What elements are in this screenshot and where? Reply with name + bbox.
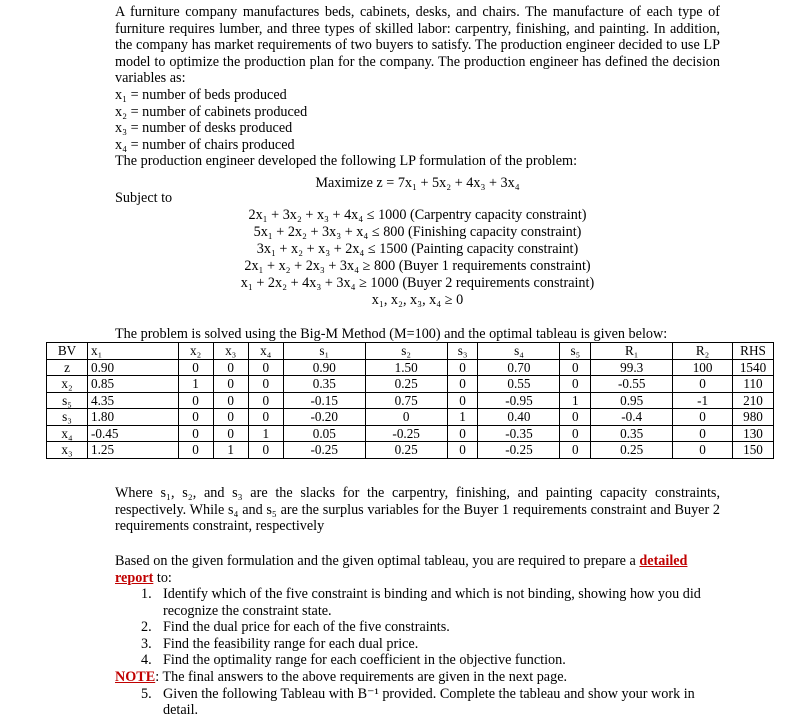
table-cell: 0 xyxy=(213,359,248,376)
table-cell: 0 xyxy=(673,442,733,459)
table-cell: -0.25 xyxy=(283,442,365,459)
list-item-text: Find the optimality range for each coefficient in the objective function. xyxy=(163,652,566,669)
table-row xyxy=(47,359,774,376)
list-item-text: Find the dual price for each of the five constraints. xyxy=(163,619,450,636)
constraints-list xyxy=(115,207,720,309)
objective-function: Maximize z = 7x₁ + 5x₂ + 4x₃ + 3x₄ xyxy=(315,175,520,191)
table-cell: s₅ xyxy=(560,343,591,360)
table-cell: -0.55 xyxy=(591,376,673,393)
table-cell: 0 xyxy=(365,409,447,426)
table-cell: 0 xyxy=(447,392,478,409)
table-cell: 0 xyxy=(178,425,213,442)
task-intro-after: to: xyxy=(156,569,172,586)
table-cell: 0 xyxy=(673,376,733,393)
table-cell: 1540 xyxy=(733,359,774,376)
table-cell: 1 xyxy=(447,409,478,426)
table-cell: 210 xyxy=(733,392,774,409)
table-cell: 150 xyxy=(733,442,774,459)
table-intro: The problem is solved using the Big-M Method (M=100) and the optimal tableau is given below: xyxy=(115,326,668,342)
list-item-text: Identify which of the five constraint is binding and which is not binding, showing how you did recognize the constraint state. xyxy=(163,586,701,619)
table-cell: s₃ xyxy=(447,343,478,360)
constraint: x₁ + 2x₂ + 4x₃ + 3x₄ ≥ 1000 (Buyer 2 requirements constraint) xyxy=(240,275,595,291)
table-cell: 1.80 xyxy=(88,409,179,426)
table-row xyxy=(47,376,774,393)
table-cell: 0.85 xyxy=(88,376,179,393)
table-cell: -0.95 xyxy=(478,392,560,409)
table-cell: 0.90 xyxy=(283,359,365,376)
table-cell: 0.05 xyxy=(283,425,365,442)
table-cell: 0.35 xyxy=(591,425,673,442)
table-cell: 100 xyxy=(673,359,733,376)
variable-def: x₂ = number of cabinets produced xyxy=(115,103,308,120)
table-row xyxy=(47,409,774,426)
table-cell: 0 xyxy=(447,359,478,376)
variable-definitions xyxy=(115,87,720,170)
table-cell: -0.20 xyxy=(283,409,365,426)
table-cell: RHS xyxy=(733,343,774,360)
list-item xyxy=(115,586,725,619)
table-cell: 0 xyxy=(213,425,248,442)
formulation-intro: The production engineer developed the following LP formulation of the problem: xyxy=(115,153,578,170)
table-cell: 0.90 xyxy=(88,359,179,376)
task-list xyxy=(115,586,725,719)
table-cell: 0 xyxy=(248,392,283,409)
table-cell: 1 xyxy=(248,425,283,442)
list-item xyxy=(115,652,725,669)
table-cell: 0.35 xyxy=(283,376,365,393)
table-cell: 1.25 xyxy=(88,442,179,459)
note-line xyxy=(115,669,725,686)
list-item-number: 3. xyxy=(141,635,152,652)
table-cell: 0 xyxy=(178,392,213,409)
table-cell: 0 xyxy=(178,442,213,459)
list-item-number: 1. xyxy=(141,586,152,602)
task-intro xyxy=(115,553,720,586)
table-cell: -0.25 xyxy=(478,442,560,459)
table-cell: 1.50 xyxy=(365,359,447,376)
table-cell: -0.15 xyxy=(283,392,365,409)
table-cell: R₂ xyxy=(673,343,733,360)
list-item-number: 4. xyxy=(141,652,152,669)
list-item-number: 5. xyxy=(141,685,152,702)
constraint: 2x₁ + x₂ + 2x₃ + 3x₄ ≥ 800 (Buyer 1 requirements constraint) xyxy=(244,258,591,274)
table-cell: 0 xyxy=(178,409,213,426)
basic-variable-cell: s₅ xyxy=(47,392,88,409)
table-cell: R₁ xyxy=(591,343,673,360)
variable-def: x₄ = number of chairs produced xyxy=(115,136,295,153)
table-cell: 1 xyxy=(213,442,248,459)
constraint: 5x₁ + 2x₂ + 3x₃ + x₄ ≤ 800 (Finishing capacity constraint) xyxy=(253,224,582,240)
table-cell: 0 xyxy=(248,409,283,426)
table-cell: 0 xyxy=(447,376,478,393)
table-cell: 0 xyxy=(248,442,283,459)
task-intro-text: Based on the given formulation and the given optimal tableau, you are required to prepare a xyxy=(115,553,636,569)
table-cell: x₂ xyxy=(178,343,213,360)
table-cell: 0 xyxy=(447,442,478,459)
table-cell: -1 xyxy=(673,392,733,409)
table-cell: x₄ xyxy=(248,343,283,360)
table-cell: 0.25 xyxy=(591,442,673,459)
table-cell: -0.4 xyxy=(591,409,673,426)
constraint: x₁, x₂, x₃, x₄ ≥ 0 xyxy=(371,292,464,308)
table-cell: s₂ xyxy=(365,343,447,360)
table-cell: 0 xyxy=(673,425,733,442)
variable-def: x₃ = number of desks produced xyxy=(115,120,293,137)
table-cell: 0 xyxy=(213,392,248,409)
table-cell: s₁ xyxy=(283,343,365,360)
table-cell: 0.55 xyxy=(478,376,560,393)
table-cell: 0.40 xyxy=(478,409,560,426)
basic-variable-cell: z xyxy=(47,359,88,376)
basic-variable-cell: BV xyxy=(47,343,88,360)
table-row xyxy=(47,425,774,442)
table-row xyxy=(47,442,774,459)
constraint: 3x₁ + x₂ + x₃ + 2x₄ ≤ 1500 (Painting capacity constraint) xyxy=(256,241,579,257)
list-item-number: 2. xyxy=(141,619,152,636)
table-cell: 0.95 xyxy=(591,392,673,409)
table-cell: 0 xyxy=(673,409,733,426)
variable-def: x₁ = number of beds produced xyxy=(115,87,287,103)
table-cell: 99.3 xyxy=(591,359,673,376)
table-cell: 0.70 xyxy=(478,359,560,376)
table-row xyxy=(47,392,774,409)
table-cell: 0 xyxy=(560,425,591,442)
table-cell: 0 xyxy=(213,376,248,393)
table-cell: x₁ xyxy=(88,343,179,360)
list-item-text: Find the feasibility range for each dual price. xyxy=(163,635,419,652)
table-cell: 0 xyxy=(560,359,591,376)
table-cell: 1 xyxy=(560,392,591,409)
list-item xyxy=(115,636,725,653)
basic-variable-cell: x₄ xyxy=(47,425,88,442)
subject-to-label: Subject to xyxy=(115,190,173,206)
basic-variable-cell: s₃ xyxy=(47,409,88,426)
list-item xyxy=(115,686,725,719)
table-cell: -0.25 xyxy=(365,425,447,442)
table-cell: 110 xyxy=(733,376,774,393)
table-cell: x₃ xyxy=(213,343,248,360)
table-cell: 1 xyxy=(178,376,213,393)
table-cell: 130 xyxy=(733,425,774,442)
detailed-report-highlight: detailed report xyxy=(115,553,688,586)
table-cell: 0 xyxy=(447,425,478,442)
table-cell: 0 xyxy=(560,409,591,426)
table-cell: 0 xyxy=(213,409,248,426)
basic-variable-cell: x₂ xyxy=(47,376,88,393)
table-header-row xyxy=(47,343,774,360)
constraint: 2x₁ + 3x₂ + x₃ + 4x₄ ≤ 1000 (Carpentry capacity constraint) xyxy=(248,207,587,223)
table-cell: 980 xyxy=(733,409,774,426)
table-cell: 0 xyxy=(248,376,283,393)
intro-paragraph: A furniture company manufactures beds, cabinets, desks, and chairs. The manufacture of each type of furniture requires lumber, and three types of skilled labor: carpentry, finishing, and painting. In addition, the company has market requirements of two buyers to satisfy. The production engineer decided to use LP model to optimize the production plan for the company. The production engineer has defined the decision variables as: xyxy=(115,4,720,87)
table-cell: 0.25 xyxy=(365,376,447,393)
table-cell: 0 xyxy=(560,442,591,459)
optimal-tableau xyxy=(46,342,774,459)
table-cell: 0 xyxy=(178,359,213,376)
table-cell: s₄ xyxy=(478,343,560,360)
table-cell: 0 xyxy=(560,376,591,393)
note-label: NOTE xyxy=(115,668,156,685)
table-cell: 0.75 xyxy=(365,392,447,409)
table-cell: -0.45 xyxy=(88,425,179,442)
list-item-text: Given the following Tableau with B⁻¹ provided. Complete the tableau and show your work in detail. xyxy=(163,685,695,719)
table-cell: 0.25 xyxy=(365,442,447,459)
note-text: : The final answers to the above requirements are given in the next page. xyxy=(155,668,568,685)
list-item xyxy=(115,619,725,636)
slack-note: Where s₁, s₂, and s₃ are the slacks for the carpentry, finishing, and painting capacity constraints, respectively. While s₄ and s₅ are the surplus variables for the Buyer 1 requirements constraint and Buyer 2 requirements constraint, respectively xyxy=(115,485,720,535)
table-cell: -0.35 xyxy=(478,425,560,442)
table-cell: 4.35 xyxy=(88,392,179,409)
table-cell: 0 xyxy=(248,359,283,376)
basic-variable-cell: x₃ xyxy=(47,442,88,459)
